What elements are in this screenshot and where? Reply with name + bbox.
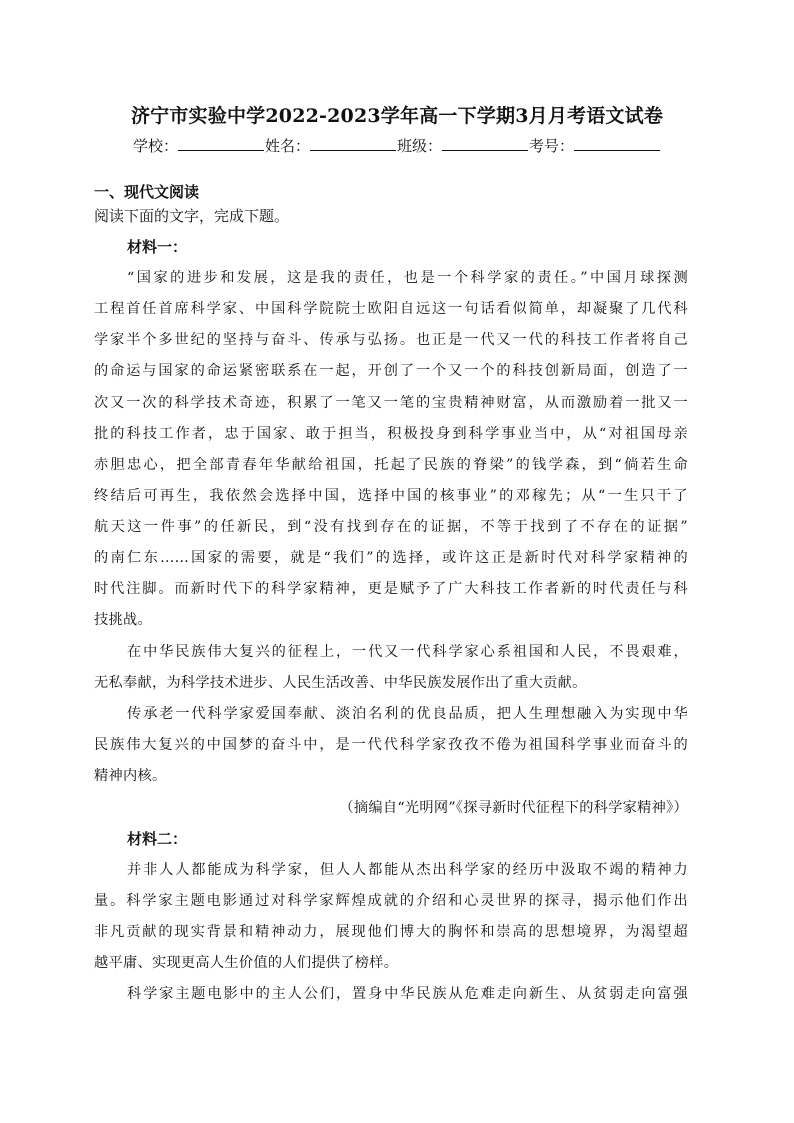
exam-number-blank[interactable] [574,136,660,151]
material-1-line: 民族伟大复兴的中国梦的奋斗中，是一代代科学家孜孜不倦为祖国科学事业而奋斗的 [94,737,688,753]
material-2-line: 科学家主题电影中的主人公们，置身中华民族从危难走向新生、从贫弱走向富强 [127,986,688,1002]
material-1-line: 工程首任首席科学家、中国科学院院士欧阳自远这一句话看似简单，却凝聚了几代科 [94,301,688,317]
material-2-line: 越平庸、实现更高人生价值的人们提供了榜样。 [94,955,399,971]
reading-instruction: 阅读下面的文字，完成下题。 [94,207,290,225]
school-blank[interactable] [178,136,264,151]
material-2-line: 量。科学家主题电影通过对科学家辉煌成就的介绍和心灵世界的探寻，揭示他们作出 [94,893,688,909]
exam-number-label: 考号： [529,137,575,155]
material-1-line: 终结后可再生，我依然会选择中国，选择中国的核事业”的邓稼先；从“一生只干了 [94,488,688,504]
material-1-line: 的命运与国家的命运紧密联系在一起，开创了一个又一个的科技创新局面，创造了一 [94,363,688,379]
material-1-source: （摘编自“光明网”《探寻新时代征程下的科学家精神》） [339,800,688,816]
class-blank[interactable] [442,136,528,151]
material-1-line: 的南仁东……国家的需要，就是“我们”的选择，或许这正是新时代对科学家精神的 [94,550,688,566]
material-2-line: 非凡贡献的现实背景和精神动力，展现他们博大的胸怀和崇高的思想境界，为渴望超 [94,924,688,940]
student-info-row [0,135,794,156]
material-1-line: 批的科技工作者，忠于国家、敢于担当，积极投身到科学事业当中，从“对祖国母亲 [94,426,688,442]
material-1-line: 传承老一代科学家爱国奉献、淡泊名利的优良品质，把人生理想融入为实现中华 [127,706,688,722]
class-label: 班级： [397,137,443,155]
section-heading: 一、现代文阅读 [94,183,200,201]
material-1-line: 在中华民族伟大复兴的征程上，一代又一代科学家心系祖国和人民，不畏艰难， [127,644,688,660]
material-1-line: 无私奉献，为科学技术进步、人民生活改善、中华民族发展作出了重大贡献。 [94,675,587,691]
material-1-line: 技挑战。 [94,612,152,628]
material-1-line: 学家半个多世纪的坚持与奋斗、传承与弘扬。也正是一代又一代的科技工作者将自己 [94,332,688,348]
material-1-line: 精神内核。 [94,768,167,784]
material-1-line: 时代注脚。而新时代下的科学家精神，更是赋予了广大科技工作者新的时代责任与科 [94,581,688,597]
material-1-line: “国家的进步和发展，这是我的责任，也是一个科学家的责任。”中国月球探测 [127,270,688,286]
school-label: 学校： [132,137,178,155]
material-1-line: 次又一次的科学技术奇迹，积累了一笔又一笔的宝贵精神财富，从而激励着一批又一 [94,395,688,411]
material-1-label: 材料一： [127,238,188,256]
material-1-line: 赤胆忠心，把全部青春年华献给祖国，托起了民族的脊梁”的钱学森，到“倘若生命 [94,457,688,473]
material-2-label: 材料二： [127,830,188,848]
name-label: 姓名： [264,137,310,155]
exam-title: 济宁市实验中学2022-2023学年高一下学期3月月考语文试卷 [130,105,664,127]
material-2-line: 并非人人都能成为科学家，但人人都能从杰出科学家的经历中汲取不竭的精神力 [127,862,688,878]
name-blank[interactable] [310,136,396,151]
material-1-line: 航天这一件事”的任新民，到“没有找到存在的证据，不等于找到了不存在的证据” [94,519,688,535]
